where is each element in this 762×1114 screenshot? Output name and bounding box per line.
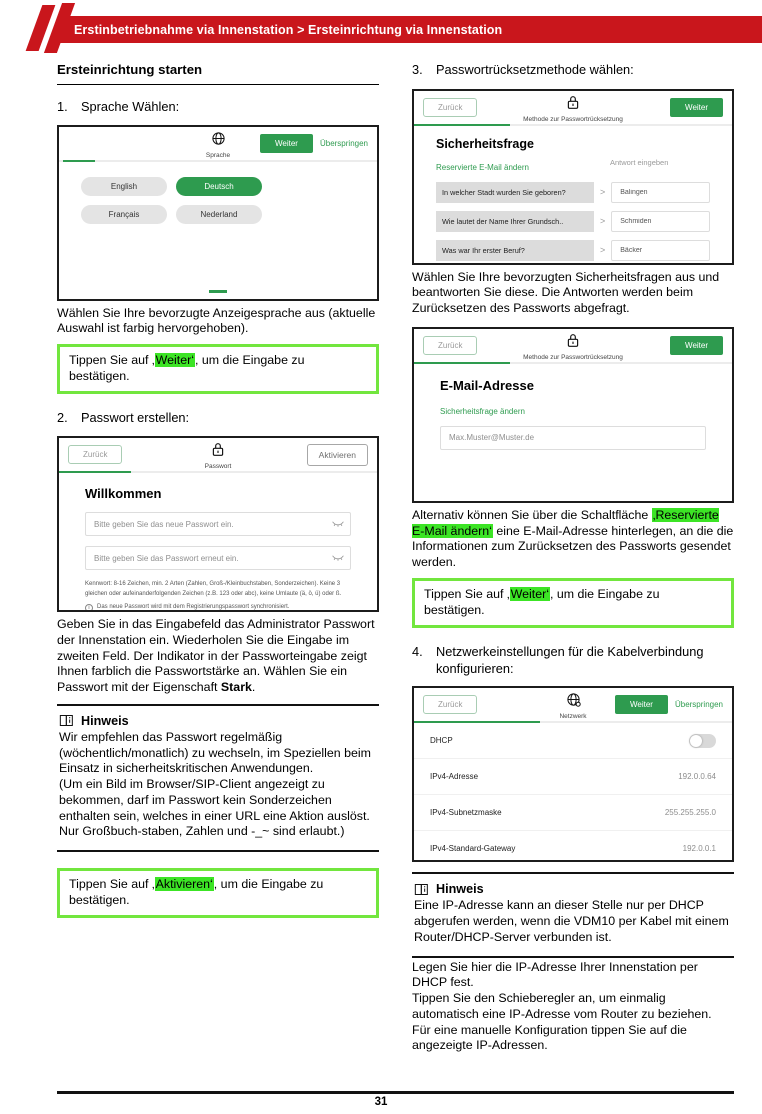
skip-button[interactable]: Überspringen	[674, 700, 723, 710]
password-rules: Kennwort: 8-16 Zeichen, min. 2 Arten (Zahlen, Groß-/Kleinbuchstaben, Sonderzeichen). Keine 3 gleichen oder aufeinanderfolgenden Zeichen (z.B. 123 oder abc), keine Umlaute (ä, ö, ü) oder ß.	[85, 581, 342, 597]
row-label: IPv4-Standard-Gateway	[430, 844, 516, 854]
paragraph-line: Für eine manuelle Konfiguration tippen Sie auf die angezeigte IP-Adressen.	[412, 1022, 687, 1053]
chevron-right-icon: >	[600, 245, 606, 256]
paragraph-text: eine E-Mail-Adresse hinterlegen, an die die Informationen zum Zurücksetzen des Passworts gesendet werden.	[412, 523, 734, 570]
tip-box-aktivieren	[57, 868, 379, 918]
step-3	[412, 62, 734, 79]
step-number: 4.	[412, 644, 423, 660]
active-tab-underline	[414, 362, 510, 364]
tip-text: , um die Eingabe zu bestätigen.	[69, 353, 305, 384]
tip-highlight: Weiter‘	[510, 586, 549, 601]
tab-passwortruecksetzung[interactable]	[473, 95, 673, 123]
note-body: (Um ein Bild im Browser/SIP-Client angezeigt zu bekommen, darf im Passwort kein Sonderzeichen enthalten sein, welches in einer URL eine Aktion auslöst. Nur Großbuch-staben, Zahlen und -_~ sind erlaubt.)	[59, 777, 370, 839]
tab-passwort[interactable]	[118, 442, 318, 470]
email-link-highlight: ‚Reservierte E-Mail ändern‘	[412, 507, 719, 538]
language-pill-francais[interactable]: Français	[81, 205, 167, 224]
step-number: 1.	[57, 99, 68, 114]
note-book-icon	[414, 883, 430, 896]
paragraph-email	[412, 508, 734, 571]
screenshot-network-screen	[412, 686, 734, 862]
note-title: Hinweis	[81, 713, 129, 728]
change-question-link[interactable]: Sicherheitsfrage ändern	[440, 406, 525, 416]
footer-rule	[57, 1091, 734, 1094]
paragraph-line: Tippen Sie den Schieberegler an, um einmalig automatisch eine IP-Adresse vom Router zu beziehen.	[412, 991, 712, 1021]
next-button[interactable]: Weiter	[670, 336, 723, 355]
back-button[interactable]: Zurück	[423, 695, 477, 714]
tab-label: Passwort	[204, 463, 232, 470]
security-question-pill[interactable]: In welcher Stadt wurden Sie geboren?	[436, 182, 594, 203]
step-text: Passwortrücksetzmethode wählen:	[436, 62, 634, 77]
answer-input[interactable]	[611, 211, 710, 232]
network-row-dhcp	[414, 723, 732, 759]
breadcrumb-bar	[60, 16, 762, 43]
eye-off-icon[interactable]	[332, 519, 344, 528]
note-box-network	[412, 872, 734, 957]
page-number: 31	[374, 1096, 388, 1108]
row-value: 192.0.0.1	[682, 844, 716, 854]
next-button[interactable]: Weiter	[615, 695, 668, 714]
tab-label: Methode zur Passwortrücksetzung	[523, 115, 623, 123]
tab-label: Sprache	[205, 151, 231, 159]
note-body: Wir empfehlen das Passwort regelmäßig (wöchentlich/monatlich) zu wechseln, im Speziellen beim Einsatz in sicherheitskritischen Anwendungen.	[59, 729, 371, 776]
tip-text: Tippen Sie auf ‚	[69, 877, 155, 891]
network-globe-icon	[566, 692, 581, 707]
tip-box-weiter-2	[412, 578, 734, 628]
eye-off-icon[interactable]	[332, 553, 344, 562]
note-book-icon	[59, 714, 75, 727]
next-button[interactable]: Weiter	[260, 134, 313, 153]
screenshot-security-screen	[412, 89, 734, 265]
skip-button[interactable]: Überspringen	[319, 138, 368, 148]
globe-icon	[211, 131, 226, 146]
paragraph-security: Wählen Sie Ihre bevorzugten Sicherheitsfragen aus und beantworten Sie diese. Die Antworten werden beim Zurücksetzen des Passworts abgefragt.	[412, 269, 720, 316]
home-indicator	[209, 290, 227, 293]
repeat-password-input[interactable]	[85, 546, 351, 570]
screenshot-password-screen	[57, 436, 379, 612]
security-question-pill[interactable]: Was war Ihr erster Beruf?	[436, 240, 594, 261]
activate-button[interactable]: Aktivieren	[307, 444, 368, 466]
network-row-gateway[interactable]	[414, 831, 732, 862]
tip-text: Tippen Sie auf ‚	[69, 353, 155, 368]
section-title: Ersteinrichtung starten	[57, 62, 379, 85]
tab-label: Netzwerk	[559, 713, 587, 721]
step-text: Sprache Wählen:	[81, 99, 180, 114]
paragraph-password	[57, 617, 379, 696]
step-2	[57, 410, 379, 427]
row-label: IPv4-Adresse	[430, 772, 479, 782]
step-number: 2.	[57, 410, 68, 426]
tip-highlight: Weiter‘	[155, 353, 194, 368]
screenshot-language-screen	[57, 125, 379, 301]
tip-highlight: Aktivieren‘	[155, 877, 213, 891]
paragraph-text: .	[251, 680, 256, 694]
tip-text: , um die Eingabe zu bestätigen.	[69, 877, 324, 908]
email-input[interactable]	[440, 426, 706, 450]
tip-text: , um die Eingabe zu bestätigen.	[424, 586, 660, 617]
chevron-right-icon: >	[600, 216, 606, 227]
row-value: 192.0.0.64	[678, 772, 716, 782]
back-button[interactable]: Zurück	[68, 445, 122, 464]
welcome-title: Willkommen	[85, 486, 162, 501]
active-tab-underline	[414, 721, 540, 723]
tab-label: Methode zur Passwortrücksetzung	[523, 353, 623, 361]
lock-icon	[211, 442, 225, 457]
network-row-ipv4[interactable]	[414, 759, 732, 795]
lock-icon	[566, 95, 580, 110]
back-button[interactable]: Zurück	[423, 336, 477, 355]
network-row-subnet[interactable]	[414, 795, 732, 831]
lock-icon	[566, 333, 580, 348]
paragraph-line: Legen Sie hier die IP-Adresse Ihrer Innenstation per DHCP fest.	[412, 959, 698, 990]
step-text: Netzwerkeinstellungen für die Kabelverbindung konfigurieren:	[436, 644, 704, 676]
info-icon: i	[85, 604, 93, 612]
step-number: 3.	[412, 62, 423, 77]
breadcrumb: Erstinbetriebnahme via Innenstation > Ersteinrichtung via Innenstation	[74, 22, 503, 37]
step-1	[57, 99, 379, 116]
back-button[interactable]: Zurück	[423, 98, 477, 117]
answer-input[interactable]	[611, 182, 710, 203]
language-pill-english[interactable]: English	[81, 177, 167, 196]
paragraph-language: Wählen Sie Ihre bevorzugte Anzeigesprache aus (aktuelle Auswahl ist farbig hervorgehoben).	[57, 305, 376, 336]
email-title: E-Mail-Adresse	[440, 377, 534, 393]
note-body: Eine IP-Adresse kann an dieser Stelle nur per DHCP abgerufen werden, wenn die VDM10 per Kabel mit einem Router/DHCP-Server verbunden ist.	[414, 898, 729, 944]
right-column	[412, 56, 734, 1061]
note-title: Hinweis	[436, 882, 484, 897]
active-tab-underline	[63, 160, 95, 162]
sync-note: Das neue Passwort wird mit dem Registrierungspasswort synchronisiert.	[97, 604, 290, 611]
security-title: Sicherheitsfrage	[436, 136, 534, 151]
change-email-link[interactable]: Reservierte E-Mail ändern	[436, 162, 529, 172]
security-question-pill[interactable]: Wie lautet der Name Ihrer Grundsch..	[436, 211, 594, 232]
dhcp-toggle[interactable]	[689, 734, 716, 748]
paragraph-text: Geben Sie in das Eingabefeld das Administrator Passwort der Innenstation ein. Wiederholen Sie die Eingabe im zweiten Feld. Der Indikator in der Passworteingabe zeigt Ihnen farblich die Passwortstärke an. Wählen Sie ein Passwort mit der Eigenschaft	[57, 617, 375, 694]
chevron-right-icon: >	[600, 187, 606, 198]
language-pill-nederland[interactable]: Nederland	[176, 205, 262, 224]
answer-header: Antwort eingeben	[610, 157, 669, 167]
tab-passwortruecksetzung[interactable]	[473, 333, 673, 361]
bold-stark: Stark	[220, 680, 252, 694]
toggle-knob	[690, 735, 702, 747]
left-column	[57, 56, 379, 1061]
paragraph-network	[412, 960, 734, 1055]
next-button[interactable]: Weiter	[670, 98, 723, 117]
note-box-password	[57, 704, 379, 852]
row-value: 255.255.255.0	[664, 808, 716, 818]
language-pill-deutsch[interactable]: Deutsch	[176, 177, 262, 196]
paragraph-text: Alternativ können Sie über die Schaltfläche	[412, 507, 652, 522]
tip-box-weiter	[57, 344, 379, 394]
new-password-input[interactable]	[85, 512, 351, 536]
active-tab-underline	[59, 471, 131, 473]
step-text: Passwort erstellen:	[81, 410, 190, 426]
screenshot-email-screen	[412, 327, 734, 503]
step-4	[412, 644, 734, 677]
tip-text: Tippen Sie auf ‚	[424, 586, 510, 601]
answer-input[interactable]	[611, 240, 710, 261]
row-label: IPv4-Subnetzmaske	[430, 808, 502, 818]
row-label: DHCP	[430, 736, 453, 746]
